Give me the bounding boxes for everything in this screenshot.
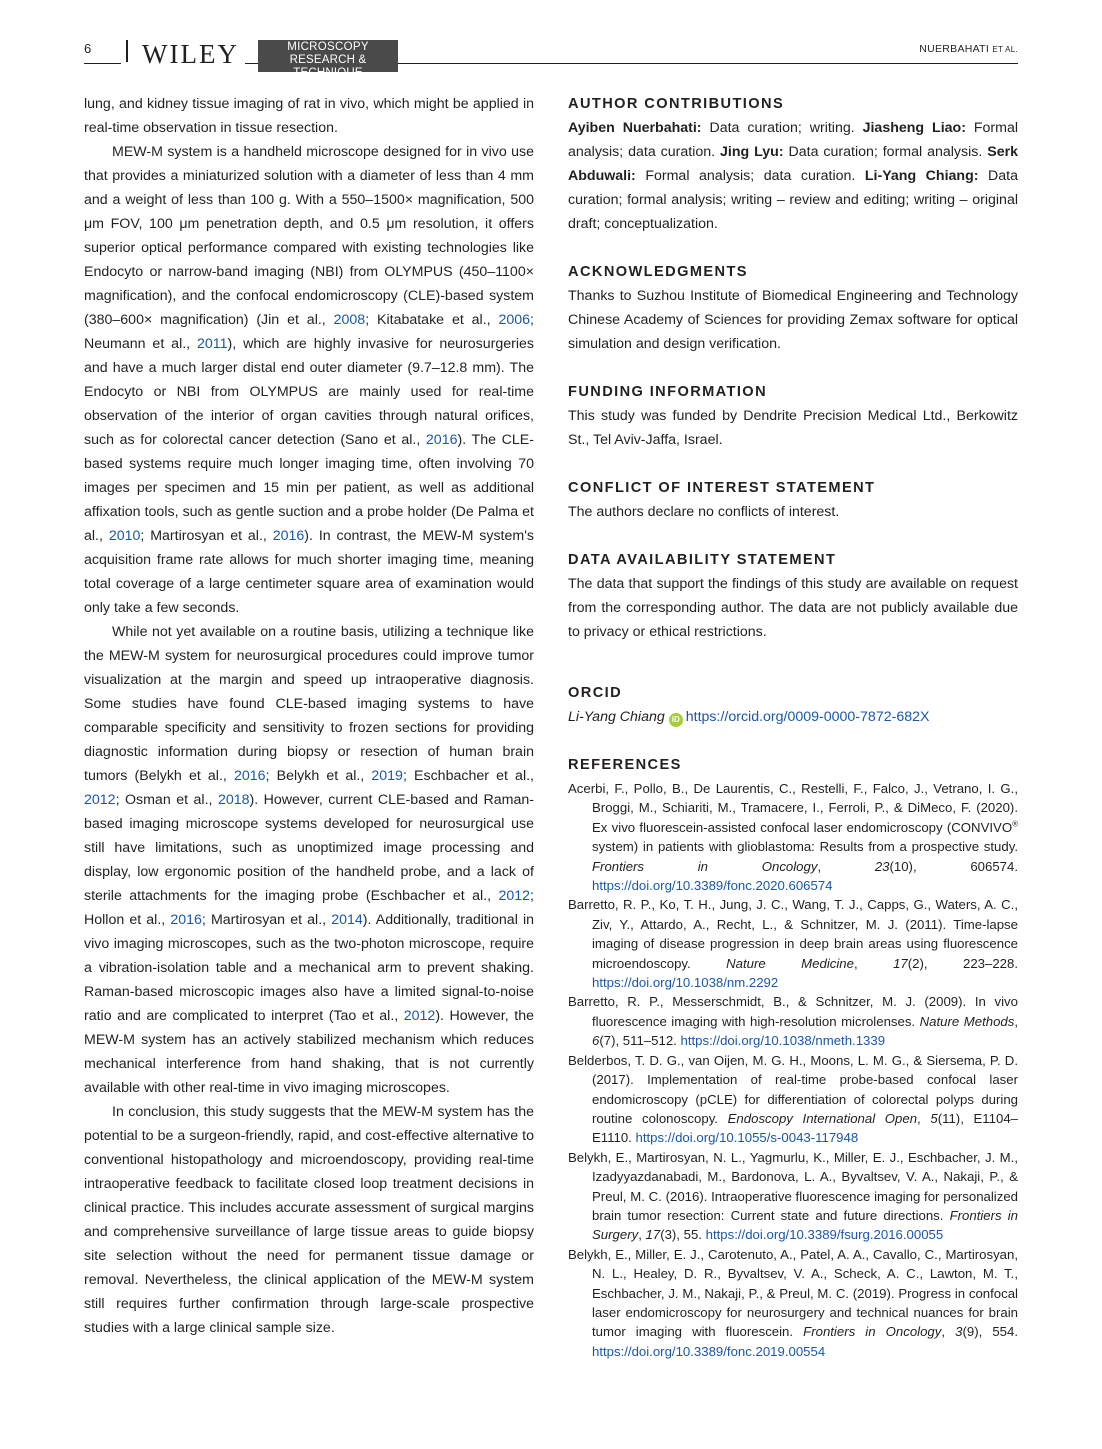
citation-link[interactable]: 2016 [233, 768, 266, 784]
reference-item [568, 1245, 1018, 1361]
citation-link[interactable]: 2018 [217, 792, 250, 808]
text-run: Formal analysis; data curation. [635, 168, 865, 184]
section-heading: ORCID [568, 685, 623, 701]
text-run: Data curation; formal analysis. [783, 144, 988, 160]
journal-logo [258, 40, 398, 79]
running-author [919, 43, 1018, 55]
publisher-logo-bar [126, 40, 128, 62]
running-author-name: NUERBAHATI [919, 43, 990, 55]
citation-link[interactable]: 2016 [272, 528, 305, 544]
acknowledgments-section [568, 260, 1018, 356]
orcid-section [568, 681, 1018, 729]
text-run: (3), 55. [660, 1227, 706, 1243]
doi-link[interactable]: https://doi.org/10.1038/nm.2292 [592, 975, 779, 991]
text-run: Belykh, E., Miller, E. J., Carotenuto, A., Patel, A. A., Cavallo, C., Martirosyan, N. L., Healey, D. R., Byvaltsev, V. A., Scheck, A. C., Lawton, M. T., Eschbacher, J. M., Nakaji, P., & Preul, M. C. (2019). Progress in confocal laser endomicroscopy for neurosurgery and technical nuances for brain tumor imaging with fluorescein. [568, 1246, 1018, 1340]
page-number: 6 [84, 41, 92, 56]
citation-link[interactable]: 2014 [331, 912, 363, 928]
italic-text: Frontiers in Surgery [592, 1207, 1018, 1243]
text-run: (9), 554. [962, 1324, 1019, 1340]
funding-section [568, 380, 1018, 452]
acknowledgments-text: Thanks to Suzhou Institute of Biomedical Engineering and Technology Chinese Academy of Sciences for providing Zemax software for optical simulation and design verification. [568, 288, 1018, 352]
text-run: Formal analysis; data curation. [568, 120, 1018, 160]
conflict-text: The authors declare no conflicts of interest. [568, 504, 840, 520]
text-run: ; Neumann et al., [84, 312, 534, 352]
funding-text: This study was funded by Dendrite Precision Medical Ltd., Berkowitz St., Tel Aviv-Jaffa, Israel. [568, 408, 1018, 448]
italic-text: 3 [955, 1324, 963, 1340]
text-run: (10), 606574. [889, 858, 1018, 874]
section-heading: DATA AVAILABILITY STATEMENT [568, 552, 837, 568]
text-run: (7), 511–512. [599, 1033, 681, 1049]
text-run: Acerbi, F., Pollo, B., De Laurentis, C., Restelli, F., Falco, J., Vetrano, I. G., Broggi, M., Schiariti, M., Tramacere, I., Ferroli, P., & DiMeco, F. (2020). Ex vivo fluorescein-assisted confocal laser endomicroscopy (CONVIVO [568, 781, 1018, 835]
text-run: , [853, 955, 894, 971]
text-run: Barretto, R. P., Messerschmidt, B., & Schnitzer, M. J. (2009). In vivo fluorescence imaging with high-resolution microlenses. [568, 994, 1018, 1029]
body-paragraph [84, 92, 534, 140]
text-run: , [941, 1324, 956, 1340]
running-author-suffix: ET AL. [992, 45, 1018, 54]
citation-link[interactable]: 2006 [498, 312, 531, 328]
conflict-section [568, 476, 1018, 524]
orcid-icon[interactable]: iD [669, 713, 683, 727]
doi-link[interactable]: https://doi.org/10.3389/fsurg.2016.00055 [705, 1227, 944, 1243]
text-run: ). However, the MEW-M system has an actively stabilized mechanism which reduces mechanical interference from hand shaking, that is not currently available with other real-time in vivo imaging microscopes. [84, 1008, 534, 1096]
italic-text: 23 [874, 858, 890, 874]
reference-item [568, 779, 1018, 895]
italic-text: Frontiers in Oncology [803, 1324, 942, 1340]
italic-text: 6 [592, 1033, 600, 1049]
doi-link[interactable]: https://doi.org/10.1038/nmeth.1339 [680, 1033, 886, 1049]
right-column [568, 92, 1018, 1361]
contributor-name: Li-Yang Chiang: [864, 168, 979, 184]
citation-link[interactable]: 2012 [498, 888, 531, 904]
text-run: ; Kitabatake et al., [365, 312, 499, 328]
text-run: ; Belykh et al., [265, 768, 372, 784]
text-run: (2), 223–228. [907, 955, 1018, 971]
text-run: Belykh, E., Martirosyan, N. L., Yagmurlu, K., Miller, E. J., Eschbacher, J. M., Izadyyazdanabadi, M., Bardonova, L. A., Byvaltsev, V. A., Nakaji, P., & Preul, M. C. (2016). Intraoperative fluorescence imaging for personalized brain tumor resection: Current state and future directions. [568, 1149, 1018, 1223]
italic-text: Endoscopy International Open [727, 1110, 918, 1126]
journal-logo-line1: MICROSCOPY [287, 41, 369, 53]
text-run: Data curation; formal analysis; writing – review and editing; writing – original draft; conceptualization. [568, 168, 1018, 232]
reference-item [568, 1051, 1018, 1148]
page-header [84, 38, 1018, 79]
citation-link[interactable]: 2008 [333, 312, 366, 328]
citation-link[interactable]: 2011 [197, 336, 228, 352]
reference-item [568, 992, 1018, 1050]
orcid-link[interactable]: https://orcid.org/0009-0000-7872-682X [685, 709, 930, 725]
body-paragraph [84, 140, 534, 620]
contributor-name: Jing Lyu: [720, 144, 784, 160]
author-contributions-section [568, 92, 1018, 236]
contributor-name: Jiasheng Liao: [862, 120, 966, 136]
text-run: ; Eschbacher et al., [402, 768, 534, 784]
orcid-author-name: Li-Yang Chiang [568, 709, 665, 725]
italic-text: Frontiers in Oncology [592, 858, 818, 874]
contributor-name: Ayiben Nuerbahati: [568, 120, 702, 136]
text-run: Barretto, R. P., Ko, T. H., Jung, J. C., Wang, T. J., Capps, G., Waters, A. C., Ziv, Y., Attardo, A., Recht, L., & Schnitzer, M. J. (2011). Time-lapse imaging of disease progression in deep brain areas using fluorescence microendoscopy. [568, 897, 1018, 971]
text-run: ), which are highly invasive for neurosurgeries and have a much larger distal end outer diameter (9.7–12.8 mm). The Endocyto or NBI from OLYMPUS are mainly used for real-time observation of the interior of organ cavities through natural orifices, such as for colorectal cancer detection (Sano et al., [84, 336, 534, 448]
italic-text: Nature Methods [919, 1013, 1015, 1029]
italic-text: 5 [930, 1110, 938, 1126]
references-section [568, 753, 1018, 1361]
reference-item [568, 895, 1018, 992]
text-run: ). The CLE-based systems require much longer imaging time, often involving 70 images per specimen and 15 min per patient, as well as additional affixation tools, such as gentle suction and a probe holder (De Palma et al., [84, 432, 534, 544]
data-availability-text: The data that support the findings of this study are available on request from the corresponding author. The data are not publicly available due to privacy or ethical restrictions. [568, 576, 1018, 640]
italic-text: 17 [645, 1227, 661, 1243]
citation-link[interactable]: 2010 [108, 528, 141, 544]
text-run: ; Hollon et al., [84, 888, 534, 928]
contributor-name: Serk Abduwali: [568, 144, 1018, 184]
section-heading: AUTHOR CONTRIBUTIONS [568, 96, 785, 112]
text-run: (11), E1104–E1110. [592, 1110, 1018, 1146]
citation-link[interactable]: 2016 [425, 432, 458, 448]
text-run: Data curation; writing. [701, 120, 863, 136]
text-run: ; Martirosyan et al., [201, 912, 332, 928]
text-run: system) in patients with glioblastoma: Results from a prospective study. [592, 839, 1018, 855]
text-run: ). In contrast, the MEW-M system's acquisition frame rate allows for much shorter imaging time, meaning total coverage of a large centimeter square area of examination would only take a few seconds. [84, 528, 535, 616]
superscript: ® [1012, 819, 1018, 829]
author-contributions-text [568, 116, 1018, 236]
body-paragraph [84, 620, 534, 1100]
citation-link[interactable]: 2016 [170, 912, 202, 928]
citation-link[interactable]: 2012 [84, 792, 116, 808]
italic-text: Nature Medicine [726, 955, 854, 971]
text-run: ). However, current CLE-based and Raman-based imaging microscope systems developed for neurosurgical use still have limitations, such as unoptimized image processing and display, low ergonomic position of the handheld probe, and a lack of sterile attachments for the imaging probe (Eschbacher et al., [84, 792, 534, 904]
section-heading: ACKNOWLEDGMENTS [568, 264, 748, 280]
reference-item [568, 1148, 1018, 1245]
citation-link[interactable]: 2019 [371, 768, 403, 784]
text-run: ). Additionally, traditional in vivo imaging microscopes, such as the two-photon microscope, require a vibration-isolation table and a mechanical arm to prevent shaking. Raman-based microscopic images also have a limited signal-to-noise ratio and are complicated to interpret (Tao et al., [84, 912, 535, 1024]
italic-text: 17 [893, 955, 908, 971]
text-run: , [917, 1110, 931, 1126]
section-heading: REFERENCES [568, 757, 682, 773]
doi-link[interactable]: https://doi.org/10.3389/fonc.2020.606574 [592, 878, 833, 894]
doi-link[interactable]: https://doi.org/10.1055/s-0043-117948 [635, 1130, 859, 1146]
text-run: In conclusion, this study suggests that the MEW-M system has the potential to be a surgeon-friendly, rapid, and cost-effective alternative to conventional histopathology and microendoscopy, providing real-time intraoperative feedback to facilitate closed loop treatment decisions in clinical practice. This includes accurate assessment of surgical margins and comprehensive surveillance of large tissue areas to guide biopsy site selection without the need for permanent tissue damage or removal. Nevertheless, the clinical application of the MEW-M system still requires further confirmation through large-scale prospective studies with a large clinical sample size. [84, 1104, 534, 1336]
journal-logo-line2: RESEARCH & TECHNIQUE [289, 54, 367, 79]
citation-link[interactable]: 2012 [403, 1008, 436, 1024]
text-run: ; Martirosyan et al., [140, 528, 273, 544]
text-run: ; Osman et al., [115, 792, 218, 808]
text-run: MEW-M system is a handheld microscope designed for in vivo use that provides a miniaturized solution with a diameter of less than 4 mm and a weight of less than 100 g. With a 550–1500× magnification, 500 μm FOV, 100 μm penetration depth, and 0.5 μm resolution, it offers superior optical performance compared with existing technologies like Endocyto or narrow-band imaging (NBI) from OLYMPUS (450–1100× magnification), and the confocal endomicroscopy (CLE)-based system (380–600× magnification) (Jin et al., [84, 144, 534, 328]
doi-link[interactable]: https://doi.org/10.3389/fonc.2019.00554 [592, 1343, 826, 1359]
text-run: , [1014, 1013, 1018, 1029]
section-heading: CONFLICT OF INTEREST STATEMENT [568, 480, 876, 496]
left-column [84, 92, 534, 1340]
text-run: Belderbos, T. D. G., van Oijen, M. G. H., Moons, L. M. G., & Siersema, P. D. (2017). Implementation of real-time probe-based confocal laser endomicroscopy (pCLE) for differentiation of colorectal polyps during routine colonoscopy. [568, 1052, 1018, 1126]
text-run: , [638, 1227, 646, 1243]
data-availability-section [568, 548, 1018, 644]
text-run: lung, and kidney tissue imaging of rat in vivo, which might be applied in real-time observation in tissue resection. [84, 96, 534, 136]
orcid-entry [568, 705, 1018, 729]
text-run: While not yet available on a routine basis, utilizing a technique like the MEW-M system for neurosurgical procedures could improve tumor visualization at the margin and speed up intraoperative diagnosis. Some studies have found CLE-based imaging systems to have comparable specificity and sensitivity to frozen sections for providing diagnostic information during biopsy or resection of human brain tumors (Belykh et al., [84, 624, 534, 784]
body-paragraph [84, 1100, 534, 1340]
publisher-logo: WILEY [142, 39, 239, 69]
text-run: , [817, 858, 875, 874]
section-heading: FUNDING INFORMATION [568, 384, 768, 400]
